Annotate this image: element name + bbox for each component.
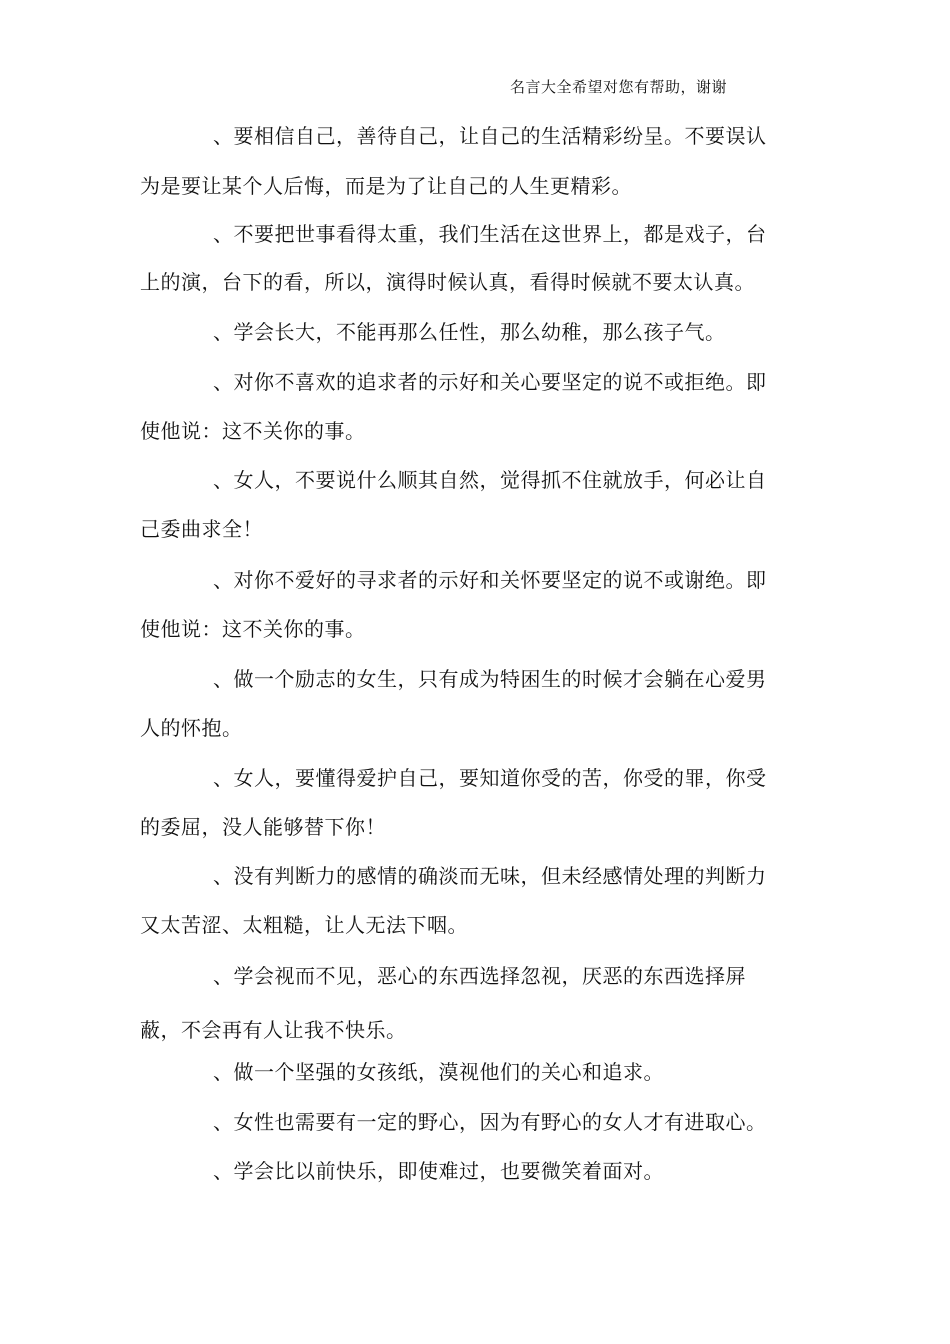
text-line: 、要相信自己，善待自己，让自己的生活精彩纷呈。不要误认	[213, 124, 767, 148]
text-line: 、学会比以前快乐，即使难过，也要微笑着面对。	[213, 1159, 664, 1183]
text-line: 己委曲求全！	[140, 517, 263, 541]
text-line: 、女人，要懂得爱护自己，要知道你受的苦，你受的罪，你受	[213, 766, 767, 790]
text-line: 、女性也需要有一定的野心，因为有野心的女人才有进取心。	[213, 1110, 767, 1134]
text-line: 、女人，不要说什么顺其自然，觉得抓不住就放手，何必让自	[213, 468, 767, 492]
text-line: 、对你不喜欢的追求者的示好和关心要坚定的说不或拒绝。即	[213, 370, 767, 394]
text-line: 、做一个励志的女生，只有成为特困生的时候才会躺在心爱男	[213, 667, 767, 691]
text-line: 、没有判断力的感情的确淡而无味，但未经感情处理的判断力	[213, 864, 767, 888]
text-line: 人的怀抱。	[140, 716, 243, 740]
text-line: 蔽，不会再有人让我不快乐。	[140, 1018, 407, 1042]
text-line: 使他说：这不关你的事。	[140, 419, 366, 443]
text-line: 上的演，台下的看，所以，演得时候认真，看得时候就不要太认真。	[140, 270, 755, 294]
text-line: 、做一个坚强的女孩纸，漠视他们的关心和追求。	[213, 1060, 664, 1084]
page-header: 名言大全希望对您有帮助，谢谢	[510, 78, 728, 96]
text-line: 又太苦涩、太粗糙，让人无法下咽。	[140, 913, 468, 937]
text-line: 为是要让某个人后悔，而是为了让自己的人生更精彩。	[140, 174, 632, 198]
text-line: 、对你不爱好的寻求者的示好和关怀要坚定的说不或谢绝。即	[213, 568, 767, 592]
text-line: 的委屈，没人能够替下你！	[140, 815, 386, 839]
text-line: 使他说：这不关你的事。	[140, 617, 366, 641]
text-line: 、学会长大，不能再那么任性，那么幼稚，那么孩子气。	[213, 320, 726, 344]
text-line: 、学会视而不见，恶心的东西选择忽视，厌恶的东西选择屏	[213, 964, 746, 988]
text-line: 、不要把世事看得太重，我们生活在这世界上，都是戏子，台	[213, 222, 767, 246]
